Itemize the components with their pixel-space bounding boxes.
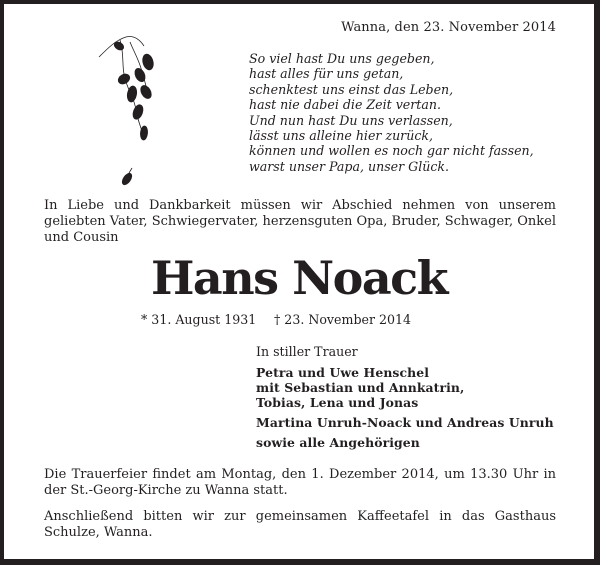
mourner-line: Petra und Uwe Henschel [256, 365, 430, 380]
poem [249, 51, 534, 174]
deceased-name: Hans Noack [150, 251, 448, 305]
mourners [256, 344, 554, 450]
death-date: † 23. November 2014 [274, 312, 412, 327]
mourner-line: Tobias, Lena und Jonas [256, 395, 419, 410]
poem-line: schenktest uns einst das Leben, [249, 81, 454, 97]
poem-line: hast alles für uns getan, [249, 66, 404, 82]
funeral-info: Die Trauerfeier findet am Montag, den 1. Dezember 2014, um 13.30 Uhr in der St.-Georg-Kirche zu Wanna statt. [44, 467, 556, 498]
hanging-leaves-icon [96, 32, 166, 192]
place-date: Wanna, den 23. November 2014 [341, 20, 556, 35]
mourner-line: sowie alle Angehörigen [256, 435, 420, 450]
poem-line: können und wollen es noch gar nicht fassen, [249, 143, 534, 159]
poem-line: hast nie dabei die Zeit vertan. [249, 97, 441, 113]
birth-date: * 31. August 1931 [141, 312, 257, 327]
mourner-line: mit Sebastian und Annkatrin, [256, 380, 465, 395]
reception-info: Anschließend bitten wir zur gemeinsamen Kaffeetafel in das Gasthaus Schulze, Wanna. [44, 509, 556, 540]
poem-line: lässt uns alleine hier zurück, [249, 128, 434, 144]
intro-text: In Liebe und Dankbarkeit müssen wir Abschied nehmen von unserem geliebten Vater, Schwiegervater, herzensguten Opa, Bruder, Schwager, Onkel und Cousin [44, 198, 556, 245]
mourners-lead: In stiller Trauer [256, 344, 358, 359]
poem-line: Und nun hast Du uns verlassen, [249, 112, 453, 128]
poem-line: So viel hast Du uns gegeben, [249, 51, 435, 66]
mourner-line: Martina Unruh-Noack und Andreas Unruh [256, 415, 554, 430]
obituary-notice [4, 4, 594, 559]
poem-line: warst unser Papa, unser Glück. [249, 158, 450, 174]
